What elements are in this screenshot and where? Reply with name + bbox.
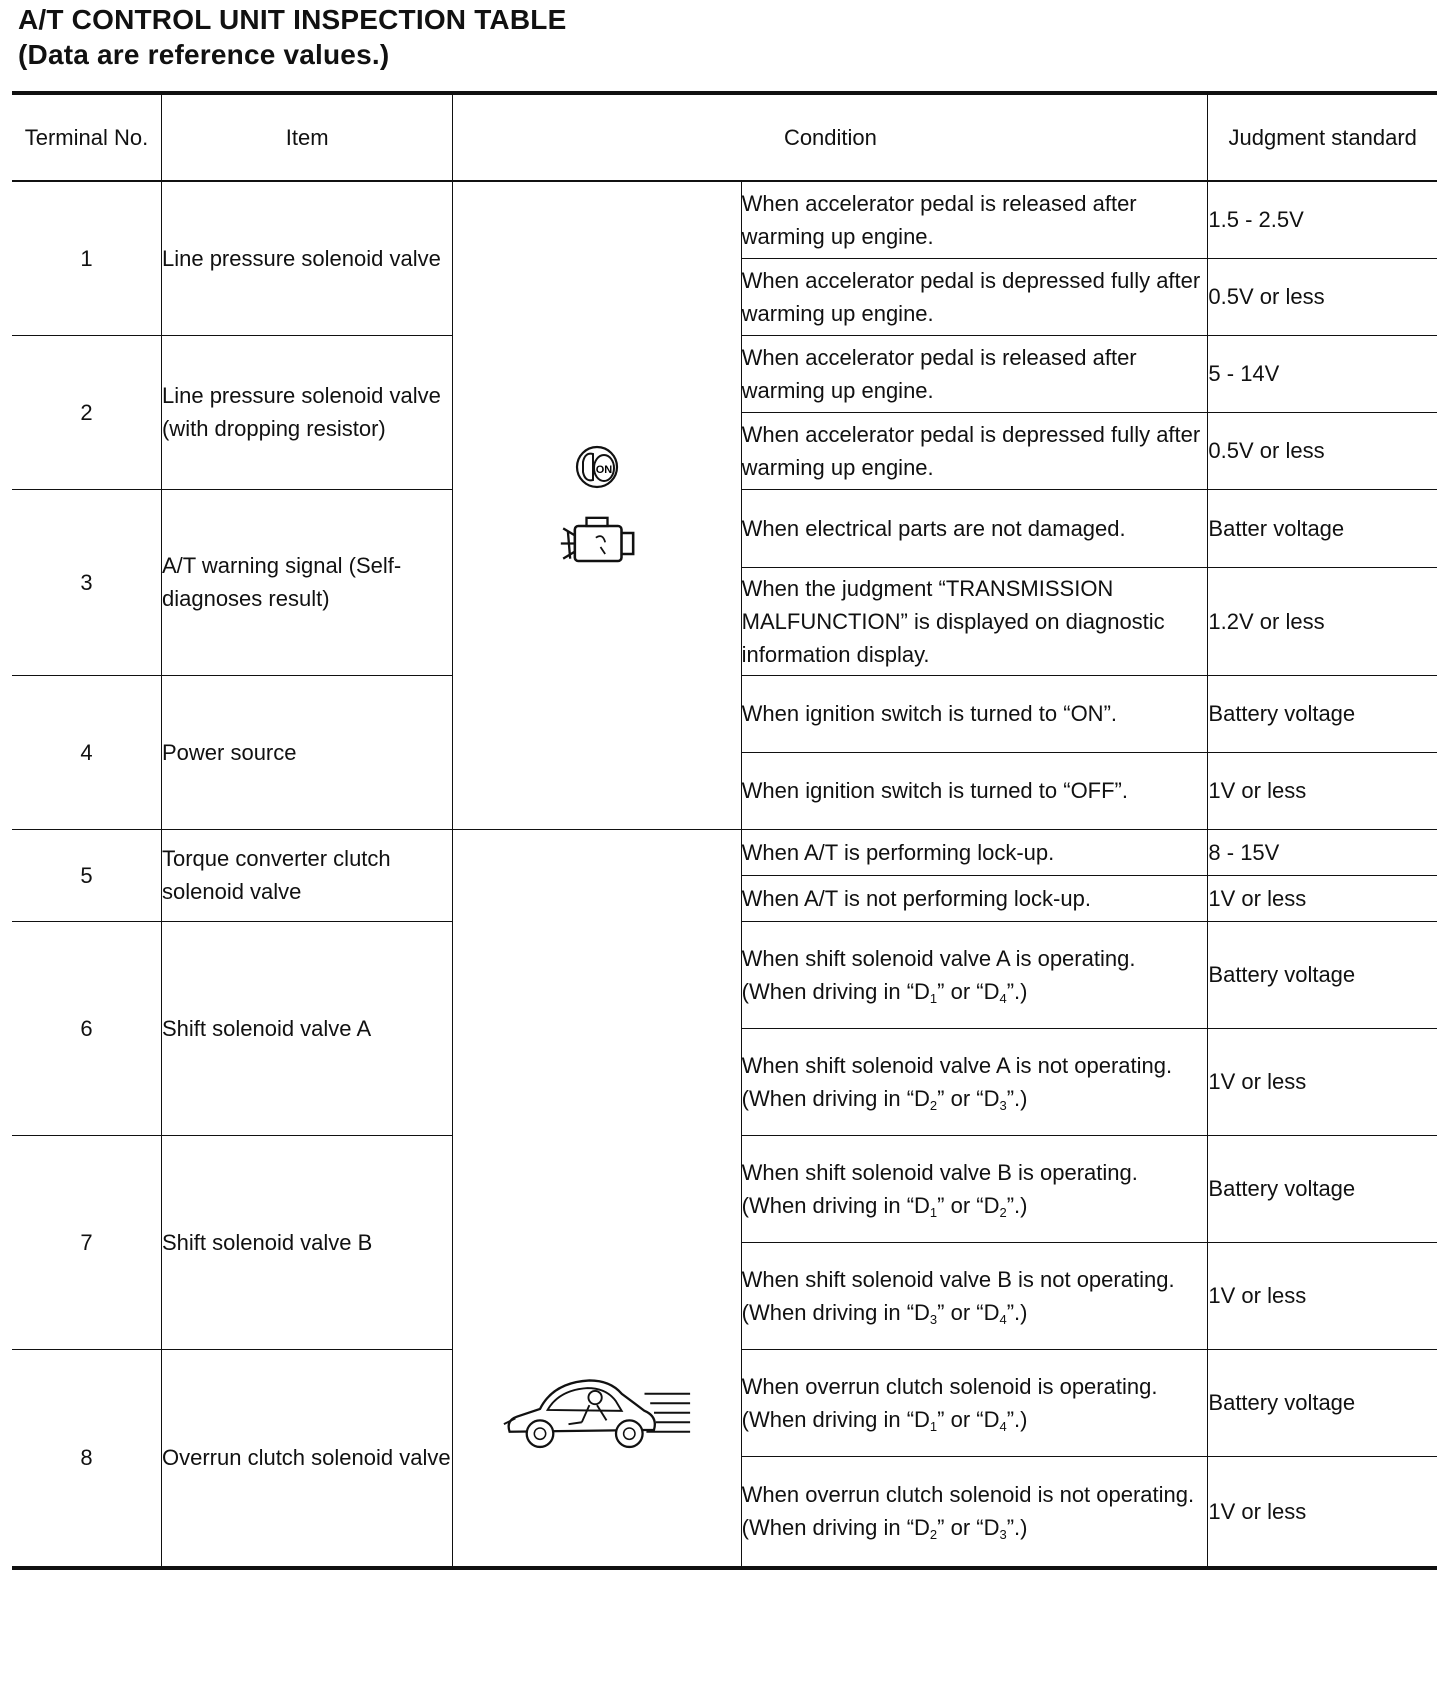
note-text: (When driving in “D xyxy=(741,978,930,1004)
gear-subscript: 2 xyxy=(929,1097,938,1113)
driving-range-note xyxy=(742,1193,1028,1218)
header-item: Item xyxy=(161,93,452,181)
condition-text: When overrun clutch solenoid is not operating. xyxy=(741,1482,1195,1508)
item-name: Overrun clutch solenoid valve xyxy=(161,1349,452,1568)
note-text: ” or “D xyxy=(937,1406,1000,1432)
gear-subscript: 2 xyxy=(929,1527,938,1543)
terminal-number: 2 xyxy=(12,335,161,489)
title-line-2: (Data are reference values.) xyxy=(18,39,390,70)
condition-cell xyxy=(741,1028,1208,1135)
judgment-value: 0.5V or less xyxy=(1208,412,1437,489)
note-text: ” or “D xyxy=(937,1299,1000,1325)
condition-icons xyxy=(453,829,741,1568)
condition-text: When ignition switch is turned to “ON”. xyxy=(741,701,1118,726)
condition-cell xyxy=(741,1242,1208,1349)
item-name: Line pressure solenoid valve xyxy=(161,181,452,335)
terminal-number: 7 xyxy=(12,1135,161,1349)
condition-text: When shift solenoid valve A is operating. xyxy=(741,945,1136,971)
terminal-number: 5 xyxy=(12,829,161,921)
note-text: ” or “D xyxy=(937,1192,1000,1218)
gear-subscript: 3 xyxy=(999,1527,1007,1543)
gear-subscript: 4 xyxy=(999,990,1007,1006)
condition-text: When accelerator pedal is depressed fully after warming up engine. xyxy=(741,267,1201,326)
note-text: ”.) xyxy=(1006,978,1028,1004)
judgment-value: Batter voltage xyxy=(1208,489,1437,567)
condition-cell xyxy=(741,829,1208,875)
driving-range-note xyxy=(742,979,1028,1004)
condition-text: When A/T is performing lock-up. xyxy=(741,839,1055,865)
condition-cell xyxy=(741,875,1208,921)
gear-subscript: 3 xyxy=(929,1311,938,1327)
item-name: Line pressure solenoid valve (with dropping resistor) xyxy=(161,335,452,489)
judgment-value: 1V or less xyxy=(1208,1456,1437,1568)
note-text: (When driving in “D xyxy=(741,1406,930,1432)
note-text: ”.) xyxy=(1006,1085,1028,1111)
condition-text: When shift solenoid valve B is operating. xyxy=(741,1159,1138,1185)
driving-range-note xyxy=(741,1515,1028,1543)
note-text: ”.) xyxy=(1006,1515,1028,1541)
judgment-value: Battery voltage xyxy=(1208,1135,1437,1242)
condition-cell xyxy=(741,258,1208,335)
item-name: A/T warning signal (Self-diagnoses result) xyxy=(161,489,452,675)
condition-cell xyxy=(741,412,1208,489)
note-text: ” or “D xyxy=(937,1085,1000,1111)
condition-text: When shift solenoid valve B is not operating. xyxy=(741,1266,1175,1292)
note-text: (When driving in “D xyxy=(741,1299,930,1325)
condition-text: When A/T is not performing lock-up. xyxy=(741,885,1091,911)
condition-text: When accelerator pedal is depressed fully after warming up engine. xyxy=(741,421,1201,480)
condition-cell xyxy=(741,567,1208,675)
terminal-number: 6 xyxy=(12,921,161,1135)
terminal-number: 8 xyxy=(12,1349,161,1568)
terminal-number: 3 xyxy=(12,489,161,675)
note-text: (When driving in “D xyxy=(741,1515,930,1541)
table-body xyxy=(12,181,1437,1568)
judgment-value: 1V or less xyxy=(1208,1242,1437,1349)
note-text: ”.) xyxy=(1006,1299,1028,1325)
judgment-value: 5 - 14V xyxy=(1208,335,1437,412)
judgment-value: 1V or less xyxy=(1208,752,1437,829)
condition-cell xyxy=(741,1135,1208,1242)
judgment-value: Battery voltage xyxy=(1208,921,1437,1028)
ignition-on-icon xyxy=(571,442,623,494)
header-terminal: Terminal No. xyxy=(12,93,161,181)
gear-subscript: 1 xyxy=(929,1418,938,1434)
condition-text: When electrical parts are not damaged. xyxy=(741,515,1126,541)
condition-cell xyxy=(741,921,1208,1028)
inspection-table xyxy=(12,91,1437,1570)
condition-cell xyxy=(741,1456,1208,1568)
item-name: Power source xyxy=(161,675,452,829)
gear-subscript: 4 xyxy=(999,1418,1007,1434)
item-name: Shift solenoid valve A xyxy=(161,921,452,1135)
driving-range-note xyxy=(742,1300,1028,1325)
condition-cell xyxy=(741,181,1208,258)
note-text: ”.) xyxy=(1006,1406,1028,1432)
gear-subscript: 4 xyxy=(999,1311,1007,1327)
driving-range-note xyxy=(742,1086,1028,1111)
condition-text: When ignition switch is turned to “OFF”. xyxy=(741,778,1128,803)
terminal-number: 1 xyxy=(12,181,161,335)
judgment-value: Battery voltage xyxy=(1208,1349,1437,1456)
gear-subscript: 1 xyxy=(929,1204,938,1220)
condition-icons xyxy=(453,181,741,829)
driving-range-note xyxy=(742,1407,1028,1432)
car-driving-icon xyxy=(502,1364,692,1452)
table-header xyxy=(12,93,1437,181)
condition-cell xyxy=(741,1349,1208,1456)
judgment-value: 0.5V or less xyxy=(1208,258,1437,335)
terminal-number: 4 xyxy=(12,675,161,829)
gear-subscript: 1 xyxy=(929,990,938,1006)
header-condition: Condition xyxy=(453,93,1208,181)
judgment-value: 8 - 15V xyxy=(1208,829,1437,875)
header-judgment: Judgment standard xyxy=(1208,93,1437,181)
condition-text: When the judgment “TRANSMISSION MALFUNCTION” is displayed on diagnostic information display. xyxy=(741,575,1165,667)
page-title xyxy=(18,2,566,72)
judgment-value: 1.2V or less xyxy=(1208,567,1437,675)
note-text: (When driving in “D xyxy=(741,1085,930,1111)
gear-subscript: 3 xyxy=(999,1097,1007,1113)
note-text: ” or “D xyxy=(937,1515,1000,1541)
condition-cell xyxy=(741,675,1208,752)
condition-cell xyxy=(741,489,1208,567)
note-text: (When driving in “D xyxy=(741,1192,930,1218)
title-line-1: A/T CONTROL UNIT INSPECTION TABLE xyxy=(18,4,567,35)
note-text: ”.) xyxy=(1006,1192,1028,1218)
condition-cell xyxy=(741,335,1208,412)
table-row xyxy=(12,829,1437,875)
condition-text: When overrun clutch solenoid is operating. xyxy=(741,1373,1158,1399)
condition-text: When accelerator pedal is released after warming up engine. xyxy=(741,190,1137,249)
ignition-on-label: ON xyxy=(595,464,613,477)
judgment-value: 1.5 - 2.5V xyxy=(1208,181,1437,258)
condition-cell xyxy=(741,752,1208,829)
item-name: Shift solenoid valve B xyxy=(161,1135,452,1349)
judgment-value: 1V or less xyxy=(1208,1028,1437,1135)
judgment-value: 1V or less xyxy=(1208,875,1437,921)
judgment-value: Battery voltage xyxy=(1208,675,1437,752)
note-text: ” or “D xyxy=(937,978,1000,1004)
condition-text: When accelerator pedal is released after warming up engine. xyxy=(741,344,1137,403)
table-row xyxy=(12,181,1437,258)
gear-subscript: 2 xyxy=(999,1204,1007,1220)
engine-running-icon xyxy=(556,512,638,568)
condition-text: When shift solenoid valve A is not operating. xyxy=(741,1052,1173,1078)
item-name: Torque converter clutch solenoid valve xyxy=(161,829,452,921)
